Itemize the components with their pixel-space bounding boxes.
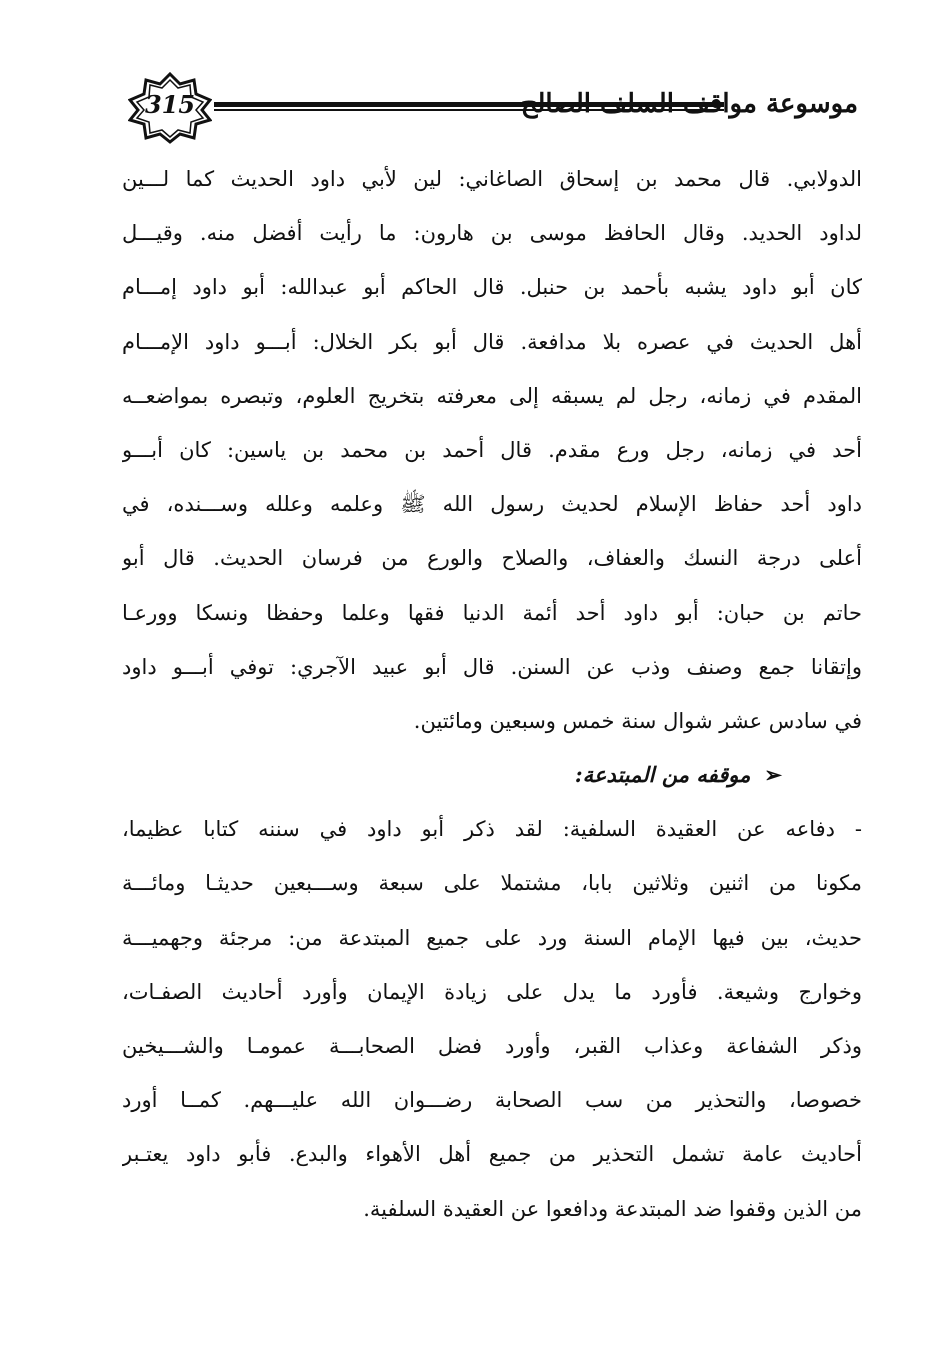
text-line: لداود الحديد. وقال الحافظ موسى بن هارون: ما رأيت أفضل منه. وقيـــل — [122, 221, 862, 246]
text-line: وإتقانا جمع وصنف وذب عن السنن. قال أبو عبيد الآجري: توفي أبـــو داود — [122, 654, 862, 679]
text-line: من الذين وقفوا ضد المبتدعة ودافعوا عن العقيدة السلفية. — [363, 1196, 862, 1221]
arrow-bullet-icon: ➢ — [764, 762, 782, 788]
text-line: حاتم بن حبان: أبو داود أحد أئمة الدنيا فقها وعلما وحفظا ونسكا وورعـا — [122, 600, 862, 625]
section-heading-text: موقفه من المبتدعة: — [574, 762, 751, 788]
paragraph-stance — [122, 802, 862, 1236]
page-number: 315 — [144, 90, 196, 119]
text-line: أعلى درجة النسك والعفاف، والصلاح والورع من فرسان الحديث. قال أبو — [122, 546, 862, 571]
page-header — [118, 64, 858, 154]
text-line: أهل الحديث في عصره بلا مدافعة. قال أبو بكر الخلال: أبـــو داود الإمـــام — [122, 329, 862, 354]
section-heading — [122, 748, 862, 802]
paragraph-biography — [122, 152, 862, 748]
text-line: الدولابي. قال محمد بن إسحاق الصاغاني: لين لأبي داود الحديث كما لـــين — [122, 167, 862, 191]
text-line: داود أحد حفاظ الإسلام لحديث رسول الله ﷺ وعلمه وعلله وســـنده، في — [122, 492, 862, 517]
text-line: مكونا من اثنين وثلاثين بابا، مشتملا على سبعة وســـبعين حديثـا ومائـــة — [122, 871, 862, 896]
text-line: وذكر الشفاعة وعذاب القبر، وأورد فضل الصحابـــة عمومـا والشـــيخين — [122, 1034, 862, 1058]
text-line: خصوصا، والتحذير من سب الصحابة رضـــوان الله عليـــهم. كمــا أورد — [122, 1088, 862, 1113]
text-line: أحد في زمانه، رجل ورع مقدم. قال أحمد بن محمد بن ياسين: كان أبـــو — [122, 437, 862, 462]
text-line: في سادس عشر شوال سنة خمس وسبعين ومائتين. — [413, 708, 862, 733]
text-line: حديث، بين فيها الإمام السنة ورد على جميع المبتدعة من: مرجئة وجهميـــة — [122, 925, 862, 950]
text-line: المقدم في زمانه، رجل لم يسبقه إلى معرفته بتخريج العلوم، وتبصره بمواضعــه — [122, 383, 862, 408]
page-body — [122, 152, 862, 1236]
text-line: أحاديث عامة تشمل التحذير من جميع أهل الأهواء والبدع. فأبو داود يعتـبر — [122, 1142, 862, 1167]
running-title: موسوعة مواقف السلف الصالح — [520, 89, 858, 119]
text-line: - دفاعه عن العقيدة السلفية: لقد ذكر أبو داود في سننه كتابا عظيما، — [122, 817, 862, 842]
text-line: كان أبو داود يشبه بأحمد بن حنبل. قال الحاكم أبو عبدالله: أبو داود إمـــام — [122, 275, 862, 300]
text-line: وخوارج وشيعة. فأورد ما يدل على زيادة الإيمان وأورد أحاديث الصفـات، — [122, 979, 862, 1004]
